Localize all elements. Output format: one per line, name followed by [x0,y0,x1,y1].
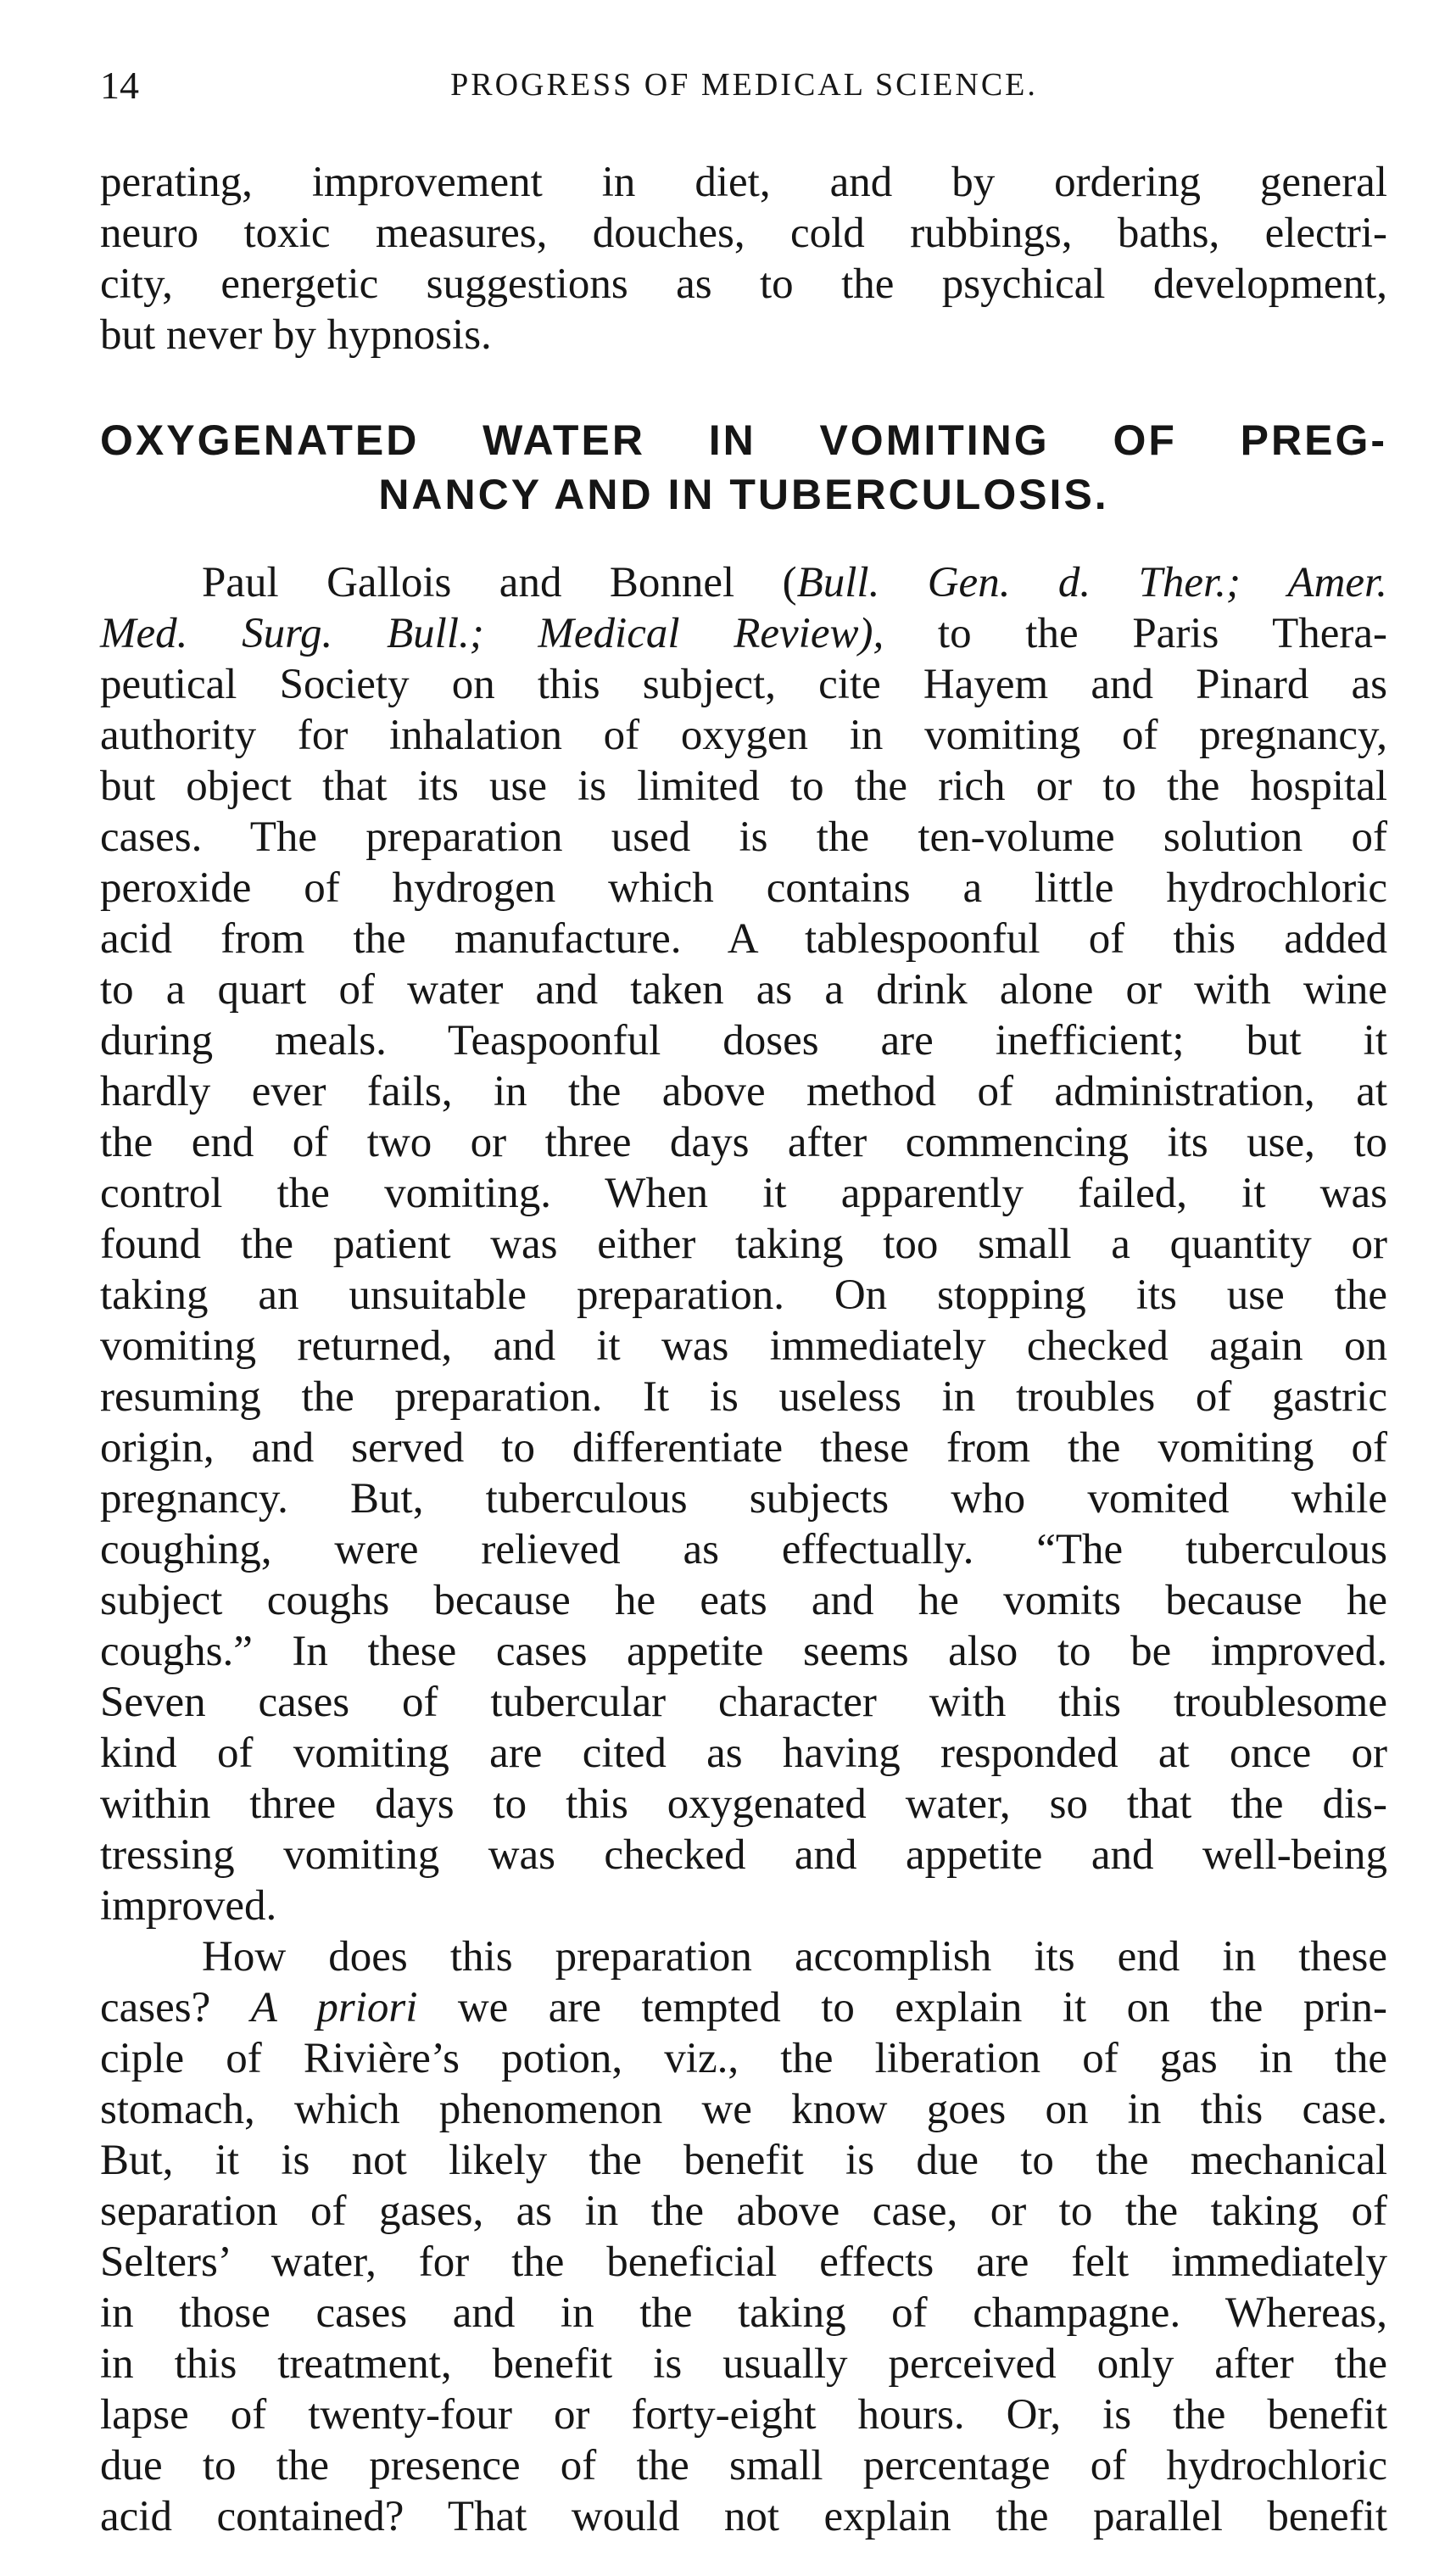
running-head [100,63,1388,114]
text-line: but object that its use is limited to the rich or to the hospital [100,763,1387,810]
article-title-line: NANCY AND IN TUBERCULOSIS. [378,471,1109,518]
article-title-line: OXYGENATED WATER IN VOMITING OF PREG- [100,416,1387,464]
running-title: PROGRESS OF MEDICAL SCIENCE. [450,67,1038,103]
text-line: due to the presence of the small percentage of hydrochloric [100,2442,1387,2490]
text-line: the end of two or three days after commencing its use, to [100,1119,1387,1166]
text-line: improved. [100,1882,277,1930]
text-line: during meals. Teaspoonful doses are inefficient; but it [100,1017,1387,1065]
text-line: acid from the manufacture. A tablespoonful of this added [100,915,1387,963]
text-line [100,1981,1387,2035]
text-line: tressing vomiting was checked and appetite and well-being [100,1831,1387,1879]
text-line: city, energetic suggestions as to the psychical development, [100,260,1387,308]
text-line: to a quart of water and taken as a drink alone or with wine [100,966,1387,1014]
text-line: taking an unsuitable preparation. On stopping its use the [100,1271,1387,1319]
text-line: vomiting returned, and it was immediately checked again on [100,1322,1387,1370]
text-line: within three days to this oxygenated water, so that the dis- [100,1780,1387,1828]
text-line: in those cases and in the taking of champagne. Whereas, [100,2289,1387,2337]
page-number: 14 [100,64,139,107]
text-line: peroxide of hydrogen which contains a little hydrochloric [100,864,1387,912]
text-line: resuming the preparation. It is useless in troubles of gastric [100,1373,1387,1421]
text-line: How does this preparation accomplish its end in these [202,1933,1387,1981]
text-line: coughs.” In these cases appetite seems also to be improved. [100,1628,1387,1675]
text-line: in this treatment, benefit is usually perceived only after the [100,2340,1387,2388]
text-line [100,606,1387,661]
text-run: we are tempted to explain it on the prin- [417,1984,1387,2031]
text-line [202,556,1387,610]
citation: Med. Surg. Bull.; Medical Review), [100,610,884,657]
text-line: kind of vomiting are cited as having responded at once or [100,1730,1387,1777]
text-line: lapse of twenty-four or forty-eight hours. Or, is the benefit [100,2391,1387,2439]
text-line: origin, and served to differentiate these from the vomiting of [100,1424,1387,1472]
text-line: cases. The preparation used is the ten-volume solution of [100,813,1387,861]
text-line: Seven cases of tubercular character with this troublesome [100,1679,1387,1726]
text-run: cases? [100,1984,251,2031]
text-line: authority for inhalation of oxygen in vomiting of pregnancy, [100,712,1387,759]
text-line: control the vomiting. When it apparently failed, it was [100,1170,1387,1217]
text-line: found the patient was either taking too small a quantity or [100,1221,1387,1268]
text-line: neuro toxic measures, douches, cold rubbings, baths, electri- [100,210,1387,257]
text-line: stomach, which phenomenon we know goes on in this case. [100,2086,1387,2133]
text-line: ciple of Rivière’s potion, viz., the liberation of gas in the [100,2035,1387,2082]
text-line: but never by hypnosis. [100,311,492,359]
text-line: pregnancy. But, tuberculous subjects who vomited while [100,1475,1387,1523]
text-line: coughing, were relieved as effectually. “The tuberculous [100,1526,1387,1573]
text-line: subject coughs because he eats and he vomits because he [100,1577,1387,1624]
citation: Bull. Gen. d. Ther.; Amer. [796,559,1387,606]
text-line: But, it is not likely the benefit is due to the mechanical [100,2137,1387,2184]
text-line: peutical Society on this subject, cite Hayem and Pinard as [100,661,1387,708]
text-line: separation of gases, as in the above case, or to the taking of [100,2188,1387,2235]
text-line: perating, improvement in diet, and by ordering general [100,159,1387,206]
text-line: hardly ever fails, in the above method of administration, at [100,1068,1387,1115]
text-line: acid contained? That would not explain the parallel benefit [100,2493,1387,2540]
text-run: Paul Gallois and Bonnel ( [202,559,797,606]
text-run: to the Paris Thera- [884,610,1388,657]
text-line: Selters’ water, for the beneficial effects are felt immediately [100,2238,1387,2286]
latin-phrase: A priori [250,1984,418,2031]
